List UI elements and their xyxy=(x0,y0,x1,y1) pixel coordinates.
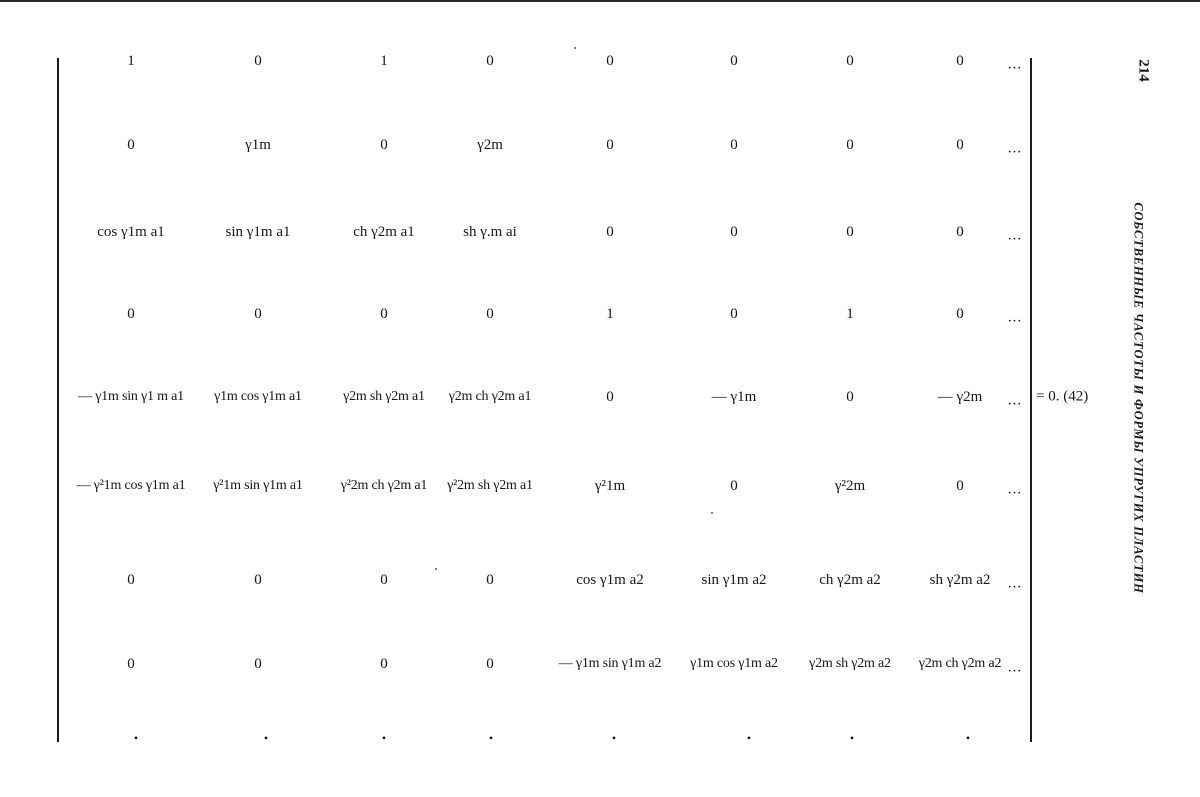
determinant-left-bar xyxy=(57,58,59,742)
matrix-cell: 0 xyxy=(254,656,262,672)
matrix-cell: 0 xyxy=(846,224,854,240)
matrix-cell: cos γ1m a2 xyxy=(576,572,644,588)
print-speck xyxy=(435,568,437,570)
continuation-dot: • xyxy=(965,731,971,745)
matrix-cell: sin γ1m a1 xyxy=(225,224,291,240)
continuation-dot: • xyxy=(488,731,494,745)
matrix-cell: 0 xyxy=(606,389,614,405)
matrix-cell: sh γ2m a2 xyxy=(929,572,991,588)
matrix-cell: 0 xyxy=(380,572,388,588)
print-speck xyxy=(574,47,576,49)
matrix-cell: 0 xyxy=(956,306,964,322)
matrix-cell: 0 xyxy=(127,137,135,153)
matrix-cell: 0 xyxy=(956,137,964,153)
matrix-cell: γ²2m ch γ2m a1 xyxy=(340,478,428,493)
matrix-cell: γ²2m sh γ2m a1 xyxy=(447,478,533,493)
continuation-dot: • xyxy=(381,731,387,745)
row-ellipsis: ... xyxy=(1007,659,1023,676)
matrix-cell: 1 xyxy=(606,306,614,322)
continuation-dot: • xyxy=(263,731,269,745)
matrix-cell: 0 xyxy=(486,656,494,672)
matrix-cell: 0 xyxy=(606,224,614,240)
matrix-cell: — γ²1m cos γ1m a1 xyxy=(76,478,186,493)
matrix-cell: γ²1m xyxy=(594,478,626,494)
page-number: 214 xyxy=(1135,59,1152,82)
matrix-cell: 0 xyxy=(486,572,494,588)
matrix-cell: 0 xyxy=(380,306,388,322)
matrix-cell: 0 xyxy=(127,656,135,672)
matrix-cell: γ1m cos γ1m a1 xyxy=(214,389,302,404)
row-ellipsis: ... xyxy=(1007,309,1023,326)
matrix-cell: 1 xyxy=(127,53,135,69)
row-ellipsis: ... xyxy=(1007,575,1023,592)
matrix-cell: γ2m ch γ2m a1 xyxy=(448,389,532,404)
matrix-cell: 0 xyxy=(730,53,738,69)
matrix-cell: 0 xyxy=(127,306,135,322)
row-ellipsis: ... xyxy=(1007,392,1023,409)
matrix-cell: ch γ2m a2 xyxy=(819,572,881,588)
matrix-cell: γ²2m xyxy=(834,478,866,494)
matrix-cell: γ²1m sin γ1m a1 xyxy=(213,478,303,493)
print-speck xyxy=(711,512,713,514)
matrix-cell: ch γ2m a1 xyxy=(353,224,415,240)
matrix-cell: 0 xyxy=(730,137,738,153)
determinant-right-bar xyxy=(1030,58,1032,742)
matrix-cell: 0 xyxy=(606,53,614,69)
continuation-dot: • xyxy=(849,731,855,745)
matrix-cell: γ1m cos γ1m a2 xyxy=(690,656,778,671)
continuation-dot: • xyxy=(746,731,752,745)
matrix-cell: — γ1m xyxy=(711,389,757,405)
matrix-cell: 0 xyxy=(254,306,262,322)
matrix-cell: 0 xyxy=(380,137,388,153)
matrix-cell: cos γ1m a1 xyxy=(97,224,165,240)
matrix-cell: 0 xyxy=(846,53,854,69)
matrix-cell: 0 xyxy=(956,53,964,69)
matrix-cell: 0 xyxy=(127,572,135,588)
matrix-cell: γ2m sh γ2m a1 xyxy=(343,389,425,404)
matrix-cell: γ2m xyxy=(477,137,503,153)
matrix-cell: γ1m xyxy=(245,137,271,153)
matrix-cell: 0 xyxy=(606,137,614,153)
matrix-cell: 1 xyxy=(846,306,854,322)
matrix-cell: 0 xyxy=(956,478,964,494)
matrix-cell: 0 xyxy=(730,224,738,240)
row-ellipsis: ... xyxy=(1007,227,1023,244)
matrix-cell: — γ1m sin γ1 m a1 xyxy=(78,389,184,404)
matrix-cell: 0 xyxy=(730,478,738,494)
matrix-cell: 0 xyxy=(486,53,494,69)
row-ellipsis: ... xyxy=(1007,140,1023,157)
top-rule xyxy=(0,0,1200,2)
matrix-cell: 0 xyxy=(846,137,854,153)
matrix-cell: γ2m sh γ2m a2 xyxy=(809,656,891,671)
continuation-dot: • xyxy=(133,731,139,745)
running-head: СОБСТВЕННЫЕ ЧАСТОТЫ И ФОРМЫ УПРУГИХ ПЛАСТИН xyxy=(1131,202,1146,594)
matrix-cell: 0 xyxy=(254,53,262,69)
matrix-cell: γ2m ch γ2m a2 xyxy=(918,656,1002,671)
row-ellipsis: ... xyxy=(1007,481,1023,498)
matrix-cell: 0 xyxy=(846,389,854,405)
matrix-cell: 0 xyxy=(956,224,964,240)
matrix-cell: sin γ1m a2 xyxy=(701,572,767,588)
matrix-cell: 0 xyxy=(730,306,738,322)
matrix-cell: 0 xyxy=(254,572,262,588)
equation-rhs: = 0. (42) xyxy=(1036,388,1089,405)
matrix-cell: 0 xyxy=(486,306,494,322)
matrix-cell: — γ1m sin γ1m a2 xyxy=(558,656,662,671)
matrix-cell: sh γ.m ai xyxy=(463,224,517,240)
row-ellipsis: ... xyxy=(1007,56,1023,73)
matrix-cell: — γ2m xyxy=(937,389,983,405)
continuation-dot: • xyxy=(611,731,617,745)
matrix-cell: 1 xyxy=(380,53,388,69)
matrix-cell: 0 xyxy=(380,656,388,672)
